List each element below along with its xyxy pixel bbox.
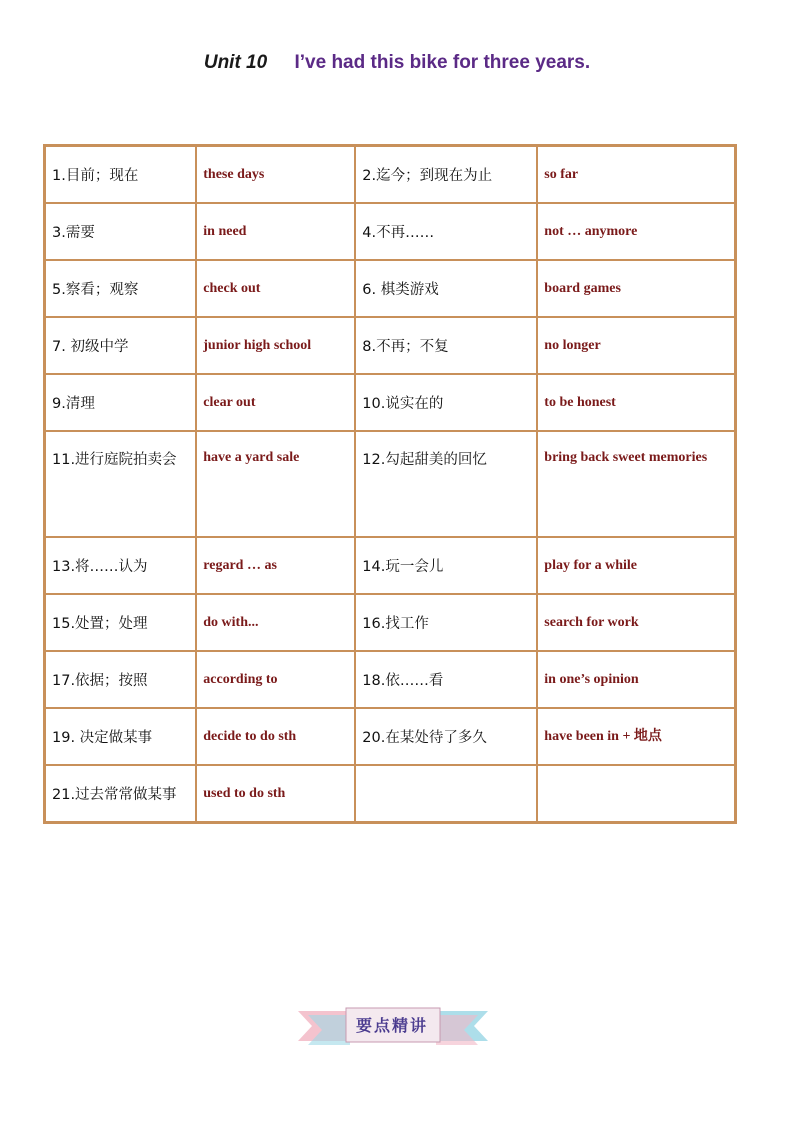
- unit-sentence: I’ve had this bike for three years.: [294, 52, 591, 73]
- english-phrase: search for work: [537, 594, 735, 651]
- chinese-phrase: 12.勾起甜美的回忆: [355, 431, 537, 537]
- english-phrase: have been in + 地点: [537, 708, 735, 765]
- chinese-phrase: 1.目前；现在: [45, 146, 196, 203]
- table-row: [45, 146, 735, 203]
- table-row: [45, 374, 735, 431]
- section-banner: [298, 1005, 488, 1047]
- banner-label: 要点精讲: [355, 1016, 428, 1035]
- chinese-phrase: 9.清理: [45, 374, 196, 431]
- table-row: [45, 260, 735, 317]
- chinese-phrase: 5.察看；观察: [45, 260, 196, 317]
- chinese-phrase: 18.依……看: [355, 651, 537, 708]
- english-phrase: regard … as: [196, 537, 355, 594]
- english-phrase: in need: [196, 203, 355, 260]
- empty-cell: [355, 765, 537, 822]
- chinese-phrase: 10.说实在的: [355, 374, 537, 431]
- chinese-phrase: 4.不再……: [355, 203, 537, 260]
- chinese-phrase: 11.进行庭院拍卖会: [45, 431, 196, 537]
- chinese-phrase: 21.过去常常做某事: [45, 765, 196, 822]
- chinese-phrase: 20.在某处待了多久: [355, 708, 537, 765]
- english-phrase: have a yard sale: [196, 431, 355, 537]
- table-row: [45, 594, 735, 651]
- table-row: [45, 537, 735, 594]
- table-row: [45, 708, 735, 765]
- english-phrase: do with...: [196, 594, 355, 651]
- english-phrase: junior high school: [196, 317, 355, 374]
- chinese-phrase: 14.玩一会儿: [355, 537, 537, 594]
- chinese-phrase: 19. 决定做某事: [45, 708, 196, 765]
- english-phrase: play for a while: [537, 537, 735, 594]
- english-phrase: board games: [537, 260, 735, 317]
- chinese-phrase: 2.迄今；到现在为止: [355, 146, 537, 203]
- english-phrase: these days: [196, 146, 355, 203]
- english-phrase: clear out: [196, 374, 355, 431]
- chinese-phrase: 13.将……认为: [45, 537, 196, 594]
- unit-label: Unit 10: [203, 52, 268, 73]
- english-phrase: so far: [537, 146, 735, 203]
- vocabulary-table: [43, 144, 737, 824]
- table-row: [45, 651, 735, 708]
- english-phrase: no longer: [537, 317, 735, 374]
- chinese-phrase: 15.处置；处理: [45, 594, 196, 651]
- english-phrase: to be honest: [537, 374, 735, 431]
- empty-cell: [537, 765, 735, 822]
- english-phrase: not … anymore: [537, 203, 735, 260]
- english-phrase: used to do sth: [196, 765, 355, 822]
- english-phrase: according to: [196, 651, 355, 708]
- english-phrase: check out: [196, 260, 355, 317]
- table-row: [45, 203, 735, 260]
- page-title: [0, 52, 794, 74]
- chinese-phrase: 7. 初级中学: [45, 317, 196, 374]
- chinese-phrase: 17.依据；按照: [45, 651, 196, 708]
- english-phrase: decide to do sth: [196, 708, 355, 765]
- chinese-phrase: 16.找工作: [355, 594, 537, 651]
- table-row: [45, 317, 735, 374]
- table-row: [45, 765, 735, 822]
- chinese-phrase: 6. 棋类游戏: [355, 260, 537, 317]
- table-row: [45, 431, 735, 537]
- chinese-phrase: 3.需要: [45, 203, 196, 260]
- chinese-phrase: 8.不再；不复: [355, 317, 537, 374]
- english-phrase: bring back sweet memories: [537, 431, 735, 537]
- english-phrase: in one’s opinion: [537, 651, 735, 708]
